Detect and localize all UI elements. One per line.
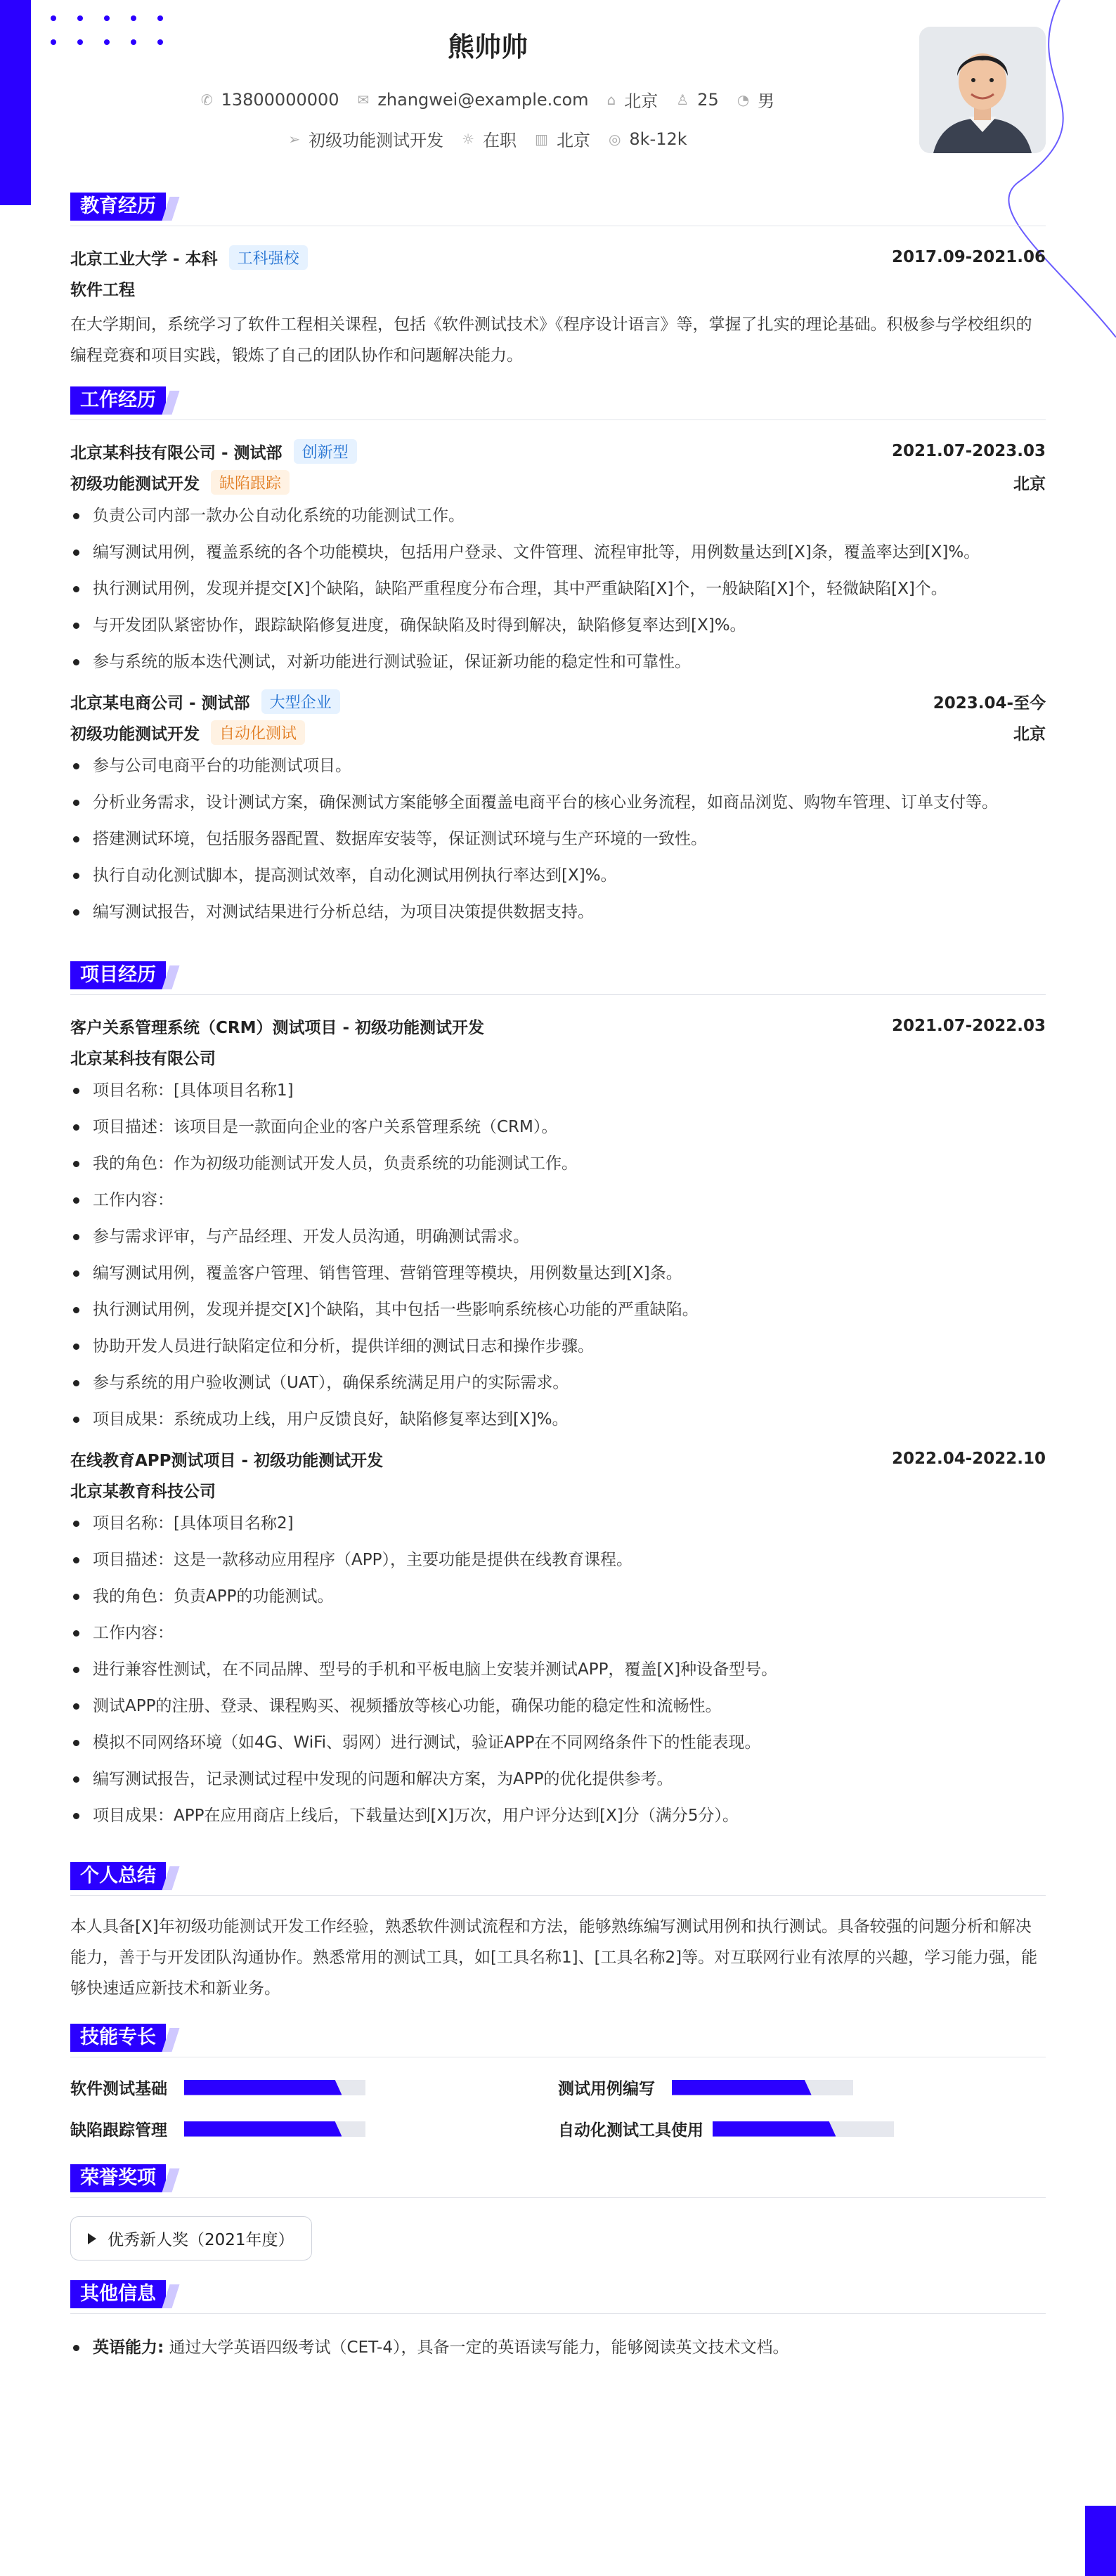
work-role <box>70 720 305 745</box>
project-bullets <box>70 1072 1046 1438</box>
company-tag: 大型企业 <box>261 689 340 714</box>
list-item: 参与公司电商平台的功能测试项目。 <box>70 748 1046 784</box>
target-city-text: 北京 <box>556 131 590 150</box>
skill-item <box>70 2117 558 2140</box>
skill-item <box>70 2076 558 2099</box>
triangle-right-icon <box>88 2233 96 2244</box>
list-item: 执行自动化测试脚本，提高测试效率，自动化测试用例执行率达到[X]%。 <box>70 857 1046 894</box>
list-item: 项目成果：APP在应用商店上线后，下载量达到[X]万次，用户评分达到[X]分（满分5分）。 <box>70 1797 1046 1834</box>
skill-name: 软件测试基础 <box>70 2080 167 2098</box>
project-entry-head <box>70 1443 1046 1474</box>
section-awards <box>70 2164 1046 2198</box>
work-role <box>70 470 290 495</box>
skill-item <box>558 2117 1046 2140</box>
list-item: 编写测试报告，记录测试过程中发现的问题和解决方案，为APP的优化提供参考。 <box>70 1761 1046 1797</box>
section-skills <box>70 2024 1046 2057</box>
work-date: 2023.04-至今 <box>933 694 1046 713</box>
list-item: 工作内容： <box>70 1182 1046 1218</box>
project-bullets <box>70 1505 1046 1834</box>
work-date: 2021.07-2023.03 <box>891 442 1046 460</box>
section-title-education: 教育经历 <box>70 193 166 221</box>
section-title-projects: 项目经历 <box>70 961 166 989</box>
work-entry <box>70 436 1046 680</box>
work-entry <box>70 686 1046 930</box>
company-name: 北京某电商公司 - 测试部 <box>70 694 250 713</box>
list-item: 搭建测试环境，包括服务器配置、数据库安装等，保证测试环境与生产环境的一致性。 <box>70 821 1046 857</box>
section-title-skills: 技能专长 <box>70 2024 166 2052</box>
award-label: 优秀新人奖（2021年度） <box>108 2231 294 2249</box>
phone-text: 13800000000 <box>221 89 339 110</box>
job-intent-row <box>70 126 905 151</box>
list-item: 我的角色：作为初级功能测试开发人员，负责系统的功能测试工作。 <box>70 1145 1046 1182</box>
list-item: 项目名称：[具体项目名称1] <box>70 1072 1046 1109</box>
project-company: 北京某科技有限公司 <box>70 1049 216 1068</box>
gender-item <box>737 87 774 112</box>
decor-right-bar <box>1085 2506 1116 2576</box>
status-item <box>462 126 517 151</box>
other-label: 英语能力: <box>93 2338 164 2357</box>
list-item <box>70 2329 1046 2366</box>
skills-grid <box>70 2073 1046 2146</box>
skill-name: 缺陷跟踪管理 <box>70 2121 167 2140</box>
project-entry <box>70 1010 1046 1438</box>
work-role-row <box>70 717 1046 748</box>
target-city-item <box>535 126 590 151</box>
section-title-other: 其他信息 <box>70 2280 166 2308</box>
building-icon: ▥ <box>535 130 548 148</box>
role-tag: 自动化测试 <box>211 720 305 745</box>
list-item: 参与系统的用户验收测试（UAT），确保系统满足用户的实际需求。 <box>70 1365 1046 1401</box>
award-item[interactable] <box>70 2216 312 2260</box>
list-item: 项目成果：系统成功上线，用户反馈良好，缺陷修复率达到[X]%。 <box>70 1401 1046 1438</box>
list-item: 协助开发人员进行缺陷定位和分析，提供详细的测试日志和操作步骤。 <box>70 1328 1046 1365</box>
list-item: 编写测试用例，覆盖客户管理、销售管理、营销管理等模块，用例数量达到[X]条。 <box>70 1255 1046 1292</box>
section-education <box>70 193 1046 226</box>
project-title: 在线教育APP测试项目 - 初级功能测试开发 <box>70 1451 384 1470</box>
summary-text: 本人具备[X]年初级功能测试开发工作经验，熟悉软件测试流程和方法，能够熟练编写测试用例和执行测试。具备较强的问题分析和解决能力，善于与开发团队沟通协作。熟悉常用的测试工具，如[工具名称1]、[工具名称2]等。对互联网行业有浓厚的兴趣，学习能力强，能够快速适应新技术和新业务。 <box>70 1918 1038 1998</box>
work-city: 北京 <box>1013 474 1046 493</box>
list-item: 执行测试用例，发现并提交[X]个缺陷，其中包括一些影响系统核心功能的严重缺陷。 <box>70 1292 1046 1328</box>
email-item[interactable] <box>358 87 589 112</box>
major: 软件工程 <box>70 280 135 299</box>
status-icon: ☼ <box>462 130 475 148</box>
status-text: 在职 <box>483 131 517 150</box>
list-item: 进行兼容性测试，在不同品牌、型号的手机和平板电脑上安装并测试APP，覆盖[X]种设备型号。 <box>70 1651 1046 1688</box>
list-item: 项目描述：该项目是一款面向企业的客户关系管理系统（CRM）。 <box>70 1109 1046 1145</box>
skill-fill <box>672 2080 812 2095</box>
role-name: 初级功能测试开发 <box>70 474 200 493</box>
list-item: 分析业务需求，设计测试方案，确保测试方案能够全面覆盖电商平台的核心业务流程，如商品浏览、购物车管理、订单支付等。 <box>70 784 1046 821</box>
school-tag: 工科强校 <box>229 245 308 270</box>
school-name: 北京工业大学 - 本科 <box>70 249 218 268</box>
list-item: 工作内容： <box>70 1615 1046 1651</box>
resume-page <box>70 0 1046 2366</box>
work-bullets <box>70 497 1046 680</box>
project-company: 北京某教育科技公司 <box>70 1482 216 1501</box>
avatar <box>919 27 1046 153</box>
skill-bar <box>184 2121 365 2137</box>
list-item: 模拟不同网络环境（如4G、WiFi、弱网）进行测试，验证APP在不同网络条件下的性能表现。 <box>70 1724 1046 1761</box>
work-city: 北京 <box>1013 724 1046 743</box>
education-date: 2017.09-2021.06 <box>891 248 1046 266</box>
list-item: 编写测试报告，对测试结果进行分析总结，为项目决策提供数据支持。 <box>70 894 1046 930</box>
education-description: 在大学期间，系统学习了软件工程相关课程，包括《软件测试技术》《程序设计语言》等，掌握了扎实的理论基础。积极参与学校组织的编程竞赛和项目实践，锻炼了自己的团队协作和问题解决能力。 <box>70 316 1032 365</box>
mail-icon: ✉ <box>357 91 370 108</box>
age-text: 25 <box>697 89 719 110</box>
list-item: 执行测试用例，发现并提交[X]个缺陷，缺陷严重程度分布合理，其中严重缺陷[X]个，一般缺陷[X]个，轻微缺陷[X]个。 <box>70 571 1046 607</box>
resume-header <box>70 0 1046 183</box>
skill-bar <box>713 2121 894 2137</box>
skill-bar <box>672 2080 853 2095</box>
home-icon: ⌂ <box>606 91 616 108</box>
section-projects <box>70 961 1046 995</box>
section-summary <box>70 1862 1046 1896</box>
project-entry <box>70 1443 1046 1834</box>
list-item: 负责公司内部一款办公自动化系统的功能测试工作。 <box>70 497 1046 534</box>
salary-item <box>609 126 687 151</box>
other-bullets <box>70 2329 1046 2366</box>
contact-row <box>70 87 905 112</box>
position-item <box>288 126 443 151</box>
project-title: 客户关系管理系统（CRM）测试项目 - 初级功能测试开发 <box>70 1018 485 1037</box>
section-title-awards: 荣誉奖项 <box>70 2164 166 2192</box>
phone-icon: ✆ <box>200 91 213 108</box>
section-title-summary: 个人总结 <box>70 1862 166 1890</box>
list-item: 参与需求评审，与产品经理、开发人员沟通，明确测试需求。 <box>70 1218 1046 1255</box>
phone-item <box>201 87 339 112</box>
list-item: 参与系统的版本迭代测试，对新功能进行测试验证，保证新功能的稳定性和可靠性。 <box>70 644 1046 680</box>
skill-bar <box>184 2080 365 2095</box>
project-date: 2022.04-2022.10 <box>891 1450 1046 1468</box>
age-icon: ♙ <box>676 91 689 108</box>
city-text: 北京 <box>624 91 658 111</box>
decor-left-bar <box>0 0 31 205</box>
work-role-row <box>70 467 1046 497</box>
list-item: 我的角色：负责APP的功能测试。 <box>70 1578 1046 1615</box>
other-text: 通过大学英语四级考试（CET-4），具备一定的英语读写能力，能够阅读英文技术文档。 <box>169 2338 789 2357</box>
skill-fill <box>184 2080 342 2095</box>
section-other <box>70 2280 1046 2314</box>
skill-name: 自动化测试工具使用 <box>558 2121 703 2140</box>
person-name: 熊帅帅 <box>447 32 528 63</box>
age-item <box>676 87 718 112</box>
skill-name: 测试用例编写 <box>558 2080 655 2098</box>
work-bullets <box>70 748 1046 930</box>
section-work <box>70 386 1046 420</box>
education-title <box>70 245 308 270</box>
send-icon: ➢ <box>288 130 301 148</box>
work-title <box>70 439 357 464</box>
skill-item <box>558 2076 1046 2099</box>
list-item: 与开发团队紧密协作，跟踪缺陷修复进度，确保缺陷及时得到解决，缺陷修复率达到[X]%。 <box>70 607 1046 644</box>
project-date: 2021.07-2022.03 <box>891 1017 1046 1035</box>
position-text: 初级功能测试开发 <box>309 131 444 150</box>
role-tag: 缺陷跟踪 <box>211 470 290 495</box>
list-item: 测试APP的注册、登录、课程购买、视频播放等核心功能，确保功能的稳定性和流畅性。 <box>70 1688 1046 1724</box>
section-title-work: 工作经历 <box>70 386 166 415</box>
education-entry-head <box>70 242 1046 273</box>
list-item: 项目描述：这是一款移动应用程序（APP），主要功能是提供在线教育课程。 <box>70 1542 1046 1578</box>
gender-icon: ◔ <box>737 91 750 108</box>
salary-icon: ◎ <box>608 130 621 148</box>
role-name: 初级功能测试开发 <box>70 724 200 743</box>
work-title <box>70 689 340 714</box>
salary-text: 8k-12k <box>629 129 687 149</box>
project-entry-head <box>70 1010 1046 1041</box>
gender-text: 男 <box>758 91 775 111</box>
list-item: 项目名称：[具体项目名称2] <box>70 1505 1046 1542</box>
skill-fill <box>713 2121 836 2137</box>
city-item <box>607 87 658 112</box>
work-entry-head <box>70 686 1046 717</box>
list-item: 编写测试用例，覆盖系统的各个功能模块，包括用户登录、文件管理、流程审批等，用例数量达到[X]条，覆盖率达到[X]%。 <box>70 534 1046 571</box>
email-text: zhangwei@example.com <box>377 89 589 110</box>
work-entry-head <box>70 436 1046 467</box>
company-tag: 创新型 <box>294 439 357 464</box>
skill-fill <box>184 2121 342 2137</box>
company-name: 北京某科技有限公司 - 测试部 <box>70 443 283 462</box>
